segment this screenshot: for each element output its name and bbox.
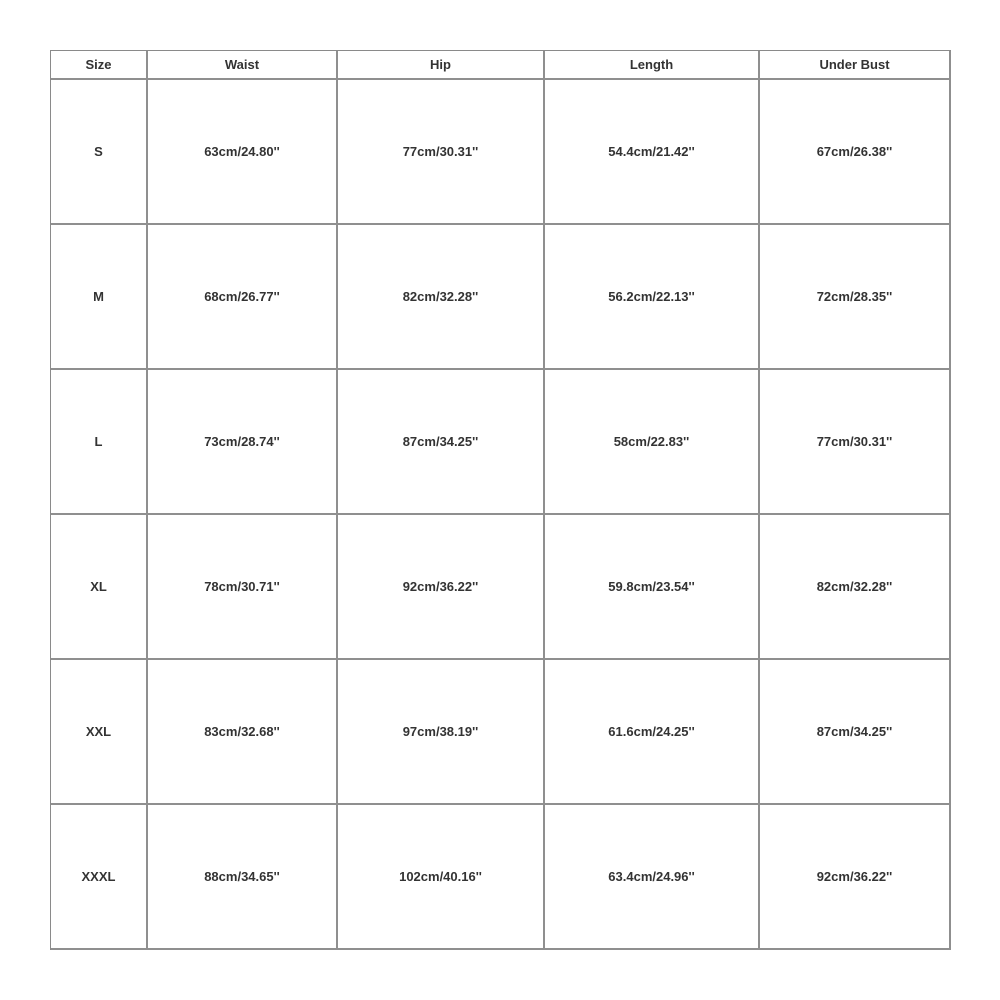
- length-cell: 63.4cm/24.96'': [545, 805, 760, 950]
- length-cell: 61.6cm/24.25'': [545, 660, 760, 805]
- header-size: Size: [51, 51, 148, 80]
- size-chart-table: [50, 50, 951, 950]
- under-bust-cell: 72cm/28.35'': [760, 225, 951, 370]
- hip-cell: 87cm/34.25'': [338, 370, 545, 515]
- table-row: [51, 515, 951, 660]
- under-bust-cell: 87cm/34.25'': [760, 660, 951, 805]
- hip-cell: 77cm/30.31'': [338, 80, 545, 225]
- size-cell: L: [51, 370, 148, 515]
- size-cell: XXL: [51, 660, 148, 805]
- header-row: [51, 51, 951, 80]
- table-row: [51, 225, 951, 370]
- header-waist: Waist: [148, 51, 338, 80]
- header-under-bust: Under Bust: [760, 51, 951, 80]
- waist-cell: 73cm/28.74'': [148, 370, 338, 515]
- size-cell: XL: [51, 515, 148, 660]
- size-cell: S: [51, 80, 148, 225]
- under-bust-cell: 67cm/26.38'': [760, 80, 951, 225]
- table-row: [51, 660, 951, 805]
- table-row: [51, 370, 951, 515]
- table-row: [51, 805, 951, 950]
- under-bust-cell: 77cm/30.31'': [760, 370, 951, 515]
- waist-cell: 83cm/32.68'': [148, 660, 338, 805]
- under-bust-cell: 92cm/36.22'': [760, 805, 951, 950]
- waist-cell: 88cm/34.65'': [148, 805, 338, 950]
- header-length: Length: [545, 51, 760, 80]
- length-cell: 59.8cm/23.54'': [545, 515, 760, 660]
- under-bust-cell: 82cm/32.28'': [760, 515, 951, 660]
- hip-cell: 102cm/40.16'': [338, 805, 545, 950]
- length-cell: 54.4cm/21.42'': [545, 80, 760, 225]
- size-cell: M: [51, 225, 148, 370]
- hip-cell: 97cm/38.19'': [338, 660, 545, 805]
- waist-cell: 68cm/26.77'': [148, 225, 338, 370]
- table-row: [51, 80, 951, 225]
- header-hip: Hip: [338, 51, 545, 80]
- waist-cell: 78cm/30.71'': [148, 515, 338, 660]
- length-cell: 58cm/22.83'': [545, 370, 760, 515]
- hip-cell: 82cm/32.28'': [338, 225, 545, 370]
- table-header: [51, 51, 951, 80]
- hip-cell: 92cm/36.22'': [338, 515, 545, 660]
- length-cell: 56.2cm/22.13'': [545, 225, 760, 370]
- size-cell: XXXL: [51, 805, 148, 950]
- table-body: [51, 80, 951, 950]
- waist-cell: 63cm/24.80'': [148, 80, 338, 225]
